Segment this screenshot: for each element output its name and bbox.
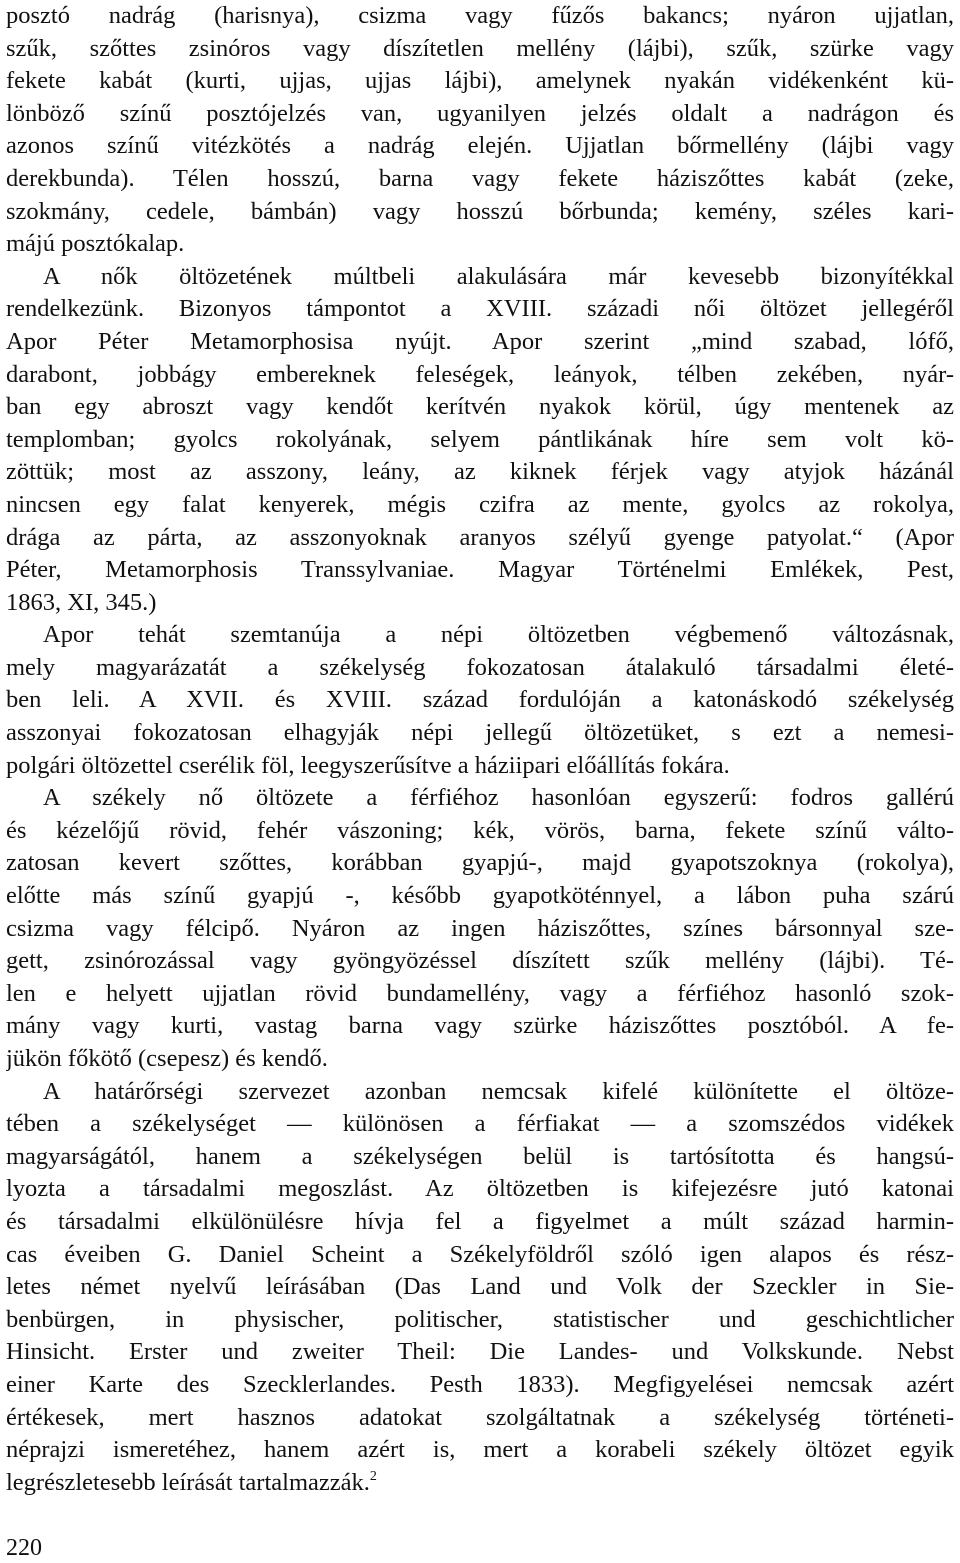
text-line xyxy=(6,33,954,66)
text-line xyxy=(6,1402,954,1435)
text-line xyxy=(6,587,954,620)
text-line xyxy=(6,945,954,978)
text-line xyxy=(6,163,954,196)
text-line xyxy=(6,65,954,98)
text-line xyxy=(6,913,954,946)
text-line xyxy=(6,98,954,131)
text-line xyxy=(6,0,954,33)
text-line-content: ban egy abroszt vagy kendőt kerítvén nyakok körül, úgy mentenek az xyxy=(6,393,954,421)
text-line-content: mely magyarázatát a székelység fokozatosan átalakuló társadalmi életé- xyxy=(6,653,954,681)
text-line-content: rendelkezünk. Bizonyos támpontot a XVIII. századi női öltözet jellegéről xyxy=(6,295,954,323)
text-line-content: gett, zsinórozással vagy gyöngyözéssel díszített szűk mellény (lájbi). Té- xyxy=(6,947,954,975)
text-line xyxy=(6,456,954,489)
text-line xyxy=(6,228,954,261)
text-line-content: Hinsicht. Erster und zweiter Theil: Die Landes- und Volkskunde. Nebst xyxy=(6,1338,954,1366)
text-line-content: Apor Péter Metamorphosisa nyújt. Apor szerint „mind szabad, lófő, xyxy=(6,327,954,355)
text-line-content: darabont, jobbágy embereknek feleségek, leányok, télben zekében, nyár- xyxy=(6,360,954,388)
text-line xyxy=(6,391,954,424)
text-line xyxy=(6,684,954,717)
text-line-content: derekbunda). Télen hosszú, barna vagy fekete háziszőttes kabát (zeke, xyxy=(6,164,954,192)
text-line xyxy=(6,717,954,750)
text-line-content: értékesek, mert hasznos adatokat szolgáltatnak a székelység történeti- xyxy=(6,1403,954,1431)
text-line-content: előtte más színű gyapjú -, később gyapotköténnyel, a lábon puha szárú xyxy=(6,882,954,910)
text-line xyxy=(6,130,954,163)
text-line xyxy=(6,554,954,587)
text-line xyxy=(6,489,954,522)
text-line xyxy=(6,1369,954,1402)
text-line xyxy=(6,750,954,783)
text-line xyxy=(6,880,954,913)
text-line-content: einer Karte des Szecklerlandes. Pesth 1833). Megfigyelései nemcsak azért xyxy=(6,1370,954,1398)
text-line xyxy=(6,1043,954,1076)
text-line-content: csizma vagy félcipő. Nyáron az ingen háziszőttes, színes bársonnyal sze- xyxy=(6,914,954,942)
text-line-content: néprajzi ismeretéhez, hanem azért is, mert a korabeli székely öltözet egyik xyxy=(6,1436,954,1464)
text-line-content: asszonyai fokozatosan elhagyják népi jellegű öltözetüket, s ezt a nemesi- xyxy=(6,719,954,747)
text-line xyxy=(6,652,954,685)
text-line-content: posztó nadrág (harisnya), csizma vagy fűzős bakancs; nyáron ujjatlan, xyxy=(6,2,954,29)
text-line xyxy=(6,1271,954,1304)
text-line-content: len e helyett ujjatlan rövid bundamellény, vagy a férfiéhoz hasonló szok- xyxy=(6,979,954,1007)
text-line-content: zöttük; most az asszony, leány, az kiknek férjek vagy atyjok házánál xyxy=(6,458,954,486)
text-line-content: fekete kabát (kurti, ujjas, ujjas lájbi), amelynek nyakán vidékenként kü- xyxy=(6,67,954,95)
text-line-content: nincsen egy falat kenyerek, mégis czifra az mente, gyolcs az rokolya, xyxy=(6,490,954,518)
text-line xyxy=(6,522,954,555)
text-line xyxy=(6,1239,954,1272)
text-line-content: letes német nyelvű leírásában (Das Land und Volk der Szeckler in Sie- xyxy=(6,1273,954,1301)
text-line-content: magyarságától, hanem a székelységen belül is tartósította és hangsú- xyxy=(6,1142,954,1170)
text-line xyxy=(6,782,954,815)
text-line-content: Péter, Metamorphosis Transsylvaniae. Magyar Történelmi Emlékek, Pest, xyxy=(6,556,954,584)
text-line xyxy=(6,815,954,848)
text-line-content: A székely nő öltözete a férfiéhoz hasonlóan egyszerű: fodros gallérú xyxy=(43,784,954,812)
text-line-content: A határőrségi szervezet azonban nemcsak kifelé különítette el öltöze- xyxy=(43,1077,954,1105)
text-line-content: lyozta a társadalmi megoszlást. Az öltözetben is kifejezésre jutó katonai xyxy=(6,1175,954,1203)
page-body xyxy=(6,0,954,1499)
text-line-content: mány vagy kurti, vastag barna vagy szürke háziszőttes posztóból. A fe- xyxy=(6,1012,954,1040)
text-line xyxy=(6,1173,954,1206)
text-line xyxy=(6,1141,954,1174)
text-line-content: cas éveiben G. Daniel Scheint a Székelyföldről szóló igen alapos és rész- xyxy=(6,1240,954,1268)
text-line-content: polgári öltözettel cserélik föl, leegyszerűsítve a háziipari előállítás fokára. xyxy=(6,751,730,779)
text-line xyxy=(6,1206,954,1239)
text-line xyxy=(6,978,954,1011)
text-line-content: drága az párta, az asszonyoknak aranyos szélyű gyenge patyolat.“ (Apor xyxy=(6,523,954,551)
text-line-content: 1863, XI, 345.) xyxy=(6,588,157,616)
text-line xyxy=(6,359,954,392)
text-line-content: ben leli. A XVII. és XVIII. század fordulóján a katonáskodó székelység xyxy=(6,686,954,714)
text-line xyxy=(6,1076,954,1109)
text-line xyxy=(6,293,954,326)
text-line-content: azonos színű vitézkötés a nadrág elején. Ujjatlan bőrmellény (lájbi vagy xyxy=(6,132,954,160)
text-line-content: tében a székelységet — különösen a férfiakat — a szomszédos vidékek xyxy=(6,1110,954,1138)
text-line xyxy=(6,619,954,652)
footnote-marker: 2 xyxy=(369,1468,377,1484)
text-line xyxy=(6,424,954,457)
text-line xyxy=(6,196,954,229)
text-line-content: és társadalmi elkülönülésre hívja fel a figyelmet a múlt század harmin- xyxy=(6,1207,954,1235)
text-line-content: jükön főkötő (csepesz) és kendő. xyxy=(6,1045,328,1072)
text-line-content: benbürgen, in physischer, politischer, statistischer und geschichtlicher xyxy=(6,1305,954,1333)
text-line xyxy=(6,1467,954,1500)
page-number: 220 xyxy=(6,1535,42,1561)
text-line-content: és kézelőjű rövid, fehér vászoning; kék, vörös, barna, fekete színű válto- xyxy=(6,816,954,844)
text-line xyxy=(6,326,954,359)
text-line-content: szokmány, cedele, bámbán) vagy hosszú bőrbunda; kemény, széles kari- xyxy=(6,197,954,225)
text-line xyxy=(6,261,954,294)
text-line xyxy=(6,1336,954,1369)
text-line-content: szűk, szőttes zsinóros vagy díszítetlen mellény (lájbi), szűk, szürke vagy xyxy=(6,34,954,62)
text-line xyxy=(6,1434,954,1467)
text-block xyxy=(6,0,954,1499)
text-line-content: Apor tehát szemtanúja a népi öltözetben végbemenő változásnak, xyxy=(43,621,954,649)
text-line xyxy=(6,1304,954,1337)
text-line xyxy=(6,847,954,880)
text-line-content: legrészletesebb leírását tartalmazzák. xyxy=(6,1468,370,1496)
text-line-content: zatosan kevert szőttes, korábban gyapjú-, majd gyapotszoknya (rokolya), xyxy=(6,849,954,877)
text-line-content: lönböző színű posztójelzés van, ugyanilyen jelzés oldalt a nadrágon és xyxy=(6,99,954,127)
text-line xyxy=(6,1108,954,1141)
text-line-content: A nők öltözetének múltbeli alakulására már kevesebb bizonyítékkal xyxy=(43,262,954,290)
text-line-content: májú posztókalap. xyxy=(6,230,185,258)
text-line xyxy=(6,1010,954,1043)
text-line-content: templomban; gyolcs rokolyának, selyem pántlikának híre sem volt kö- xyxy=(6,425,954,453)
